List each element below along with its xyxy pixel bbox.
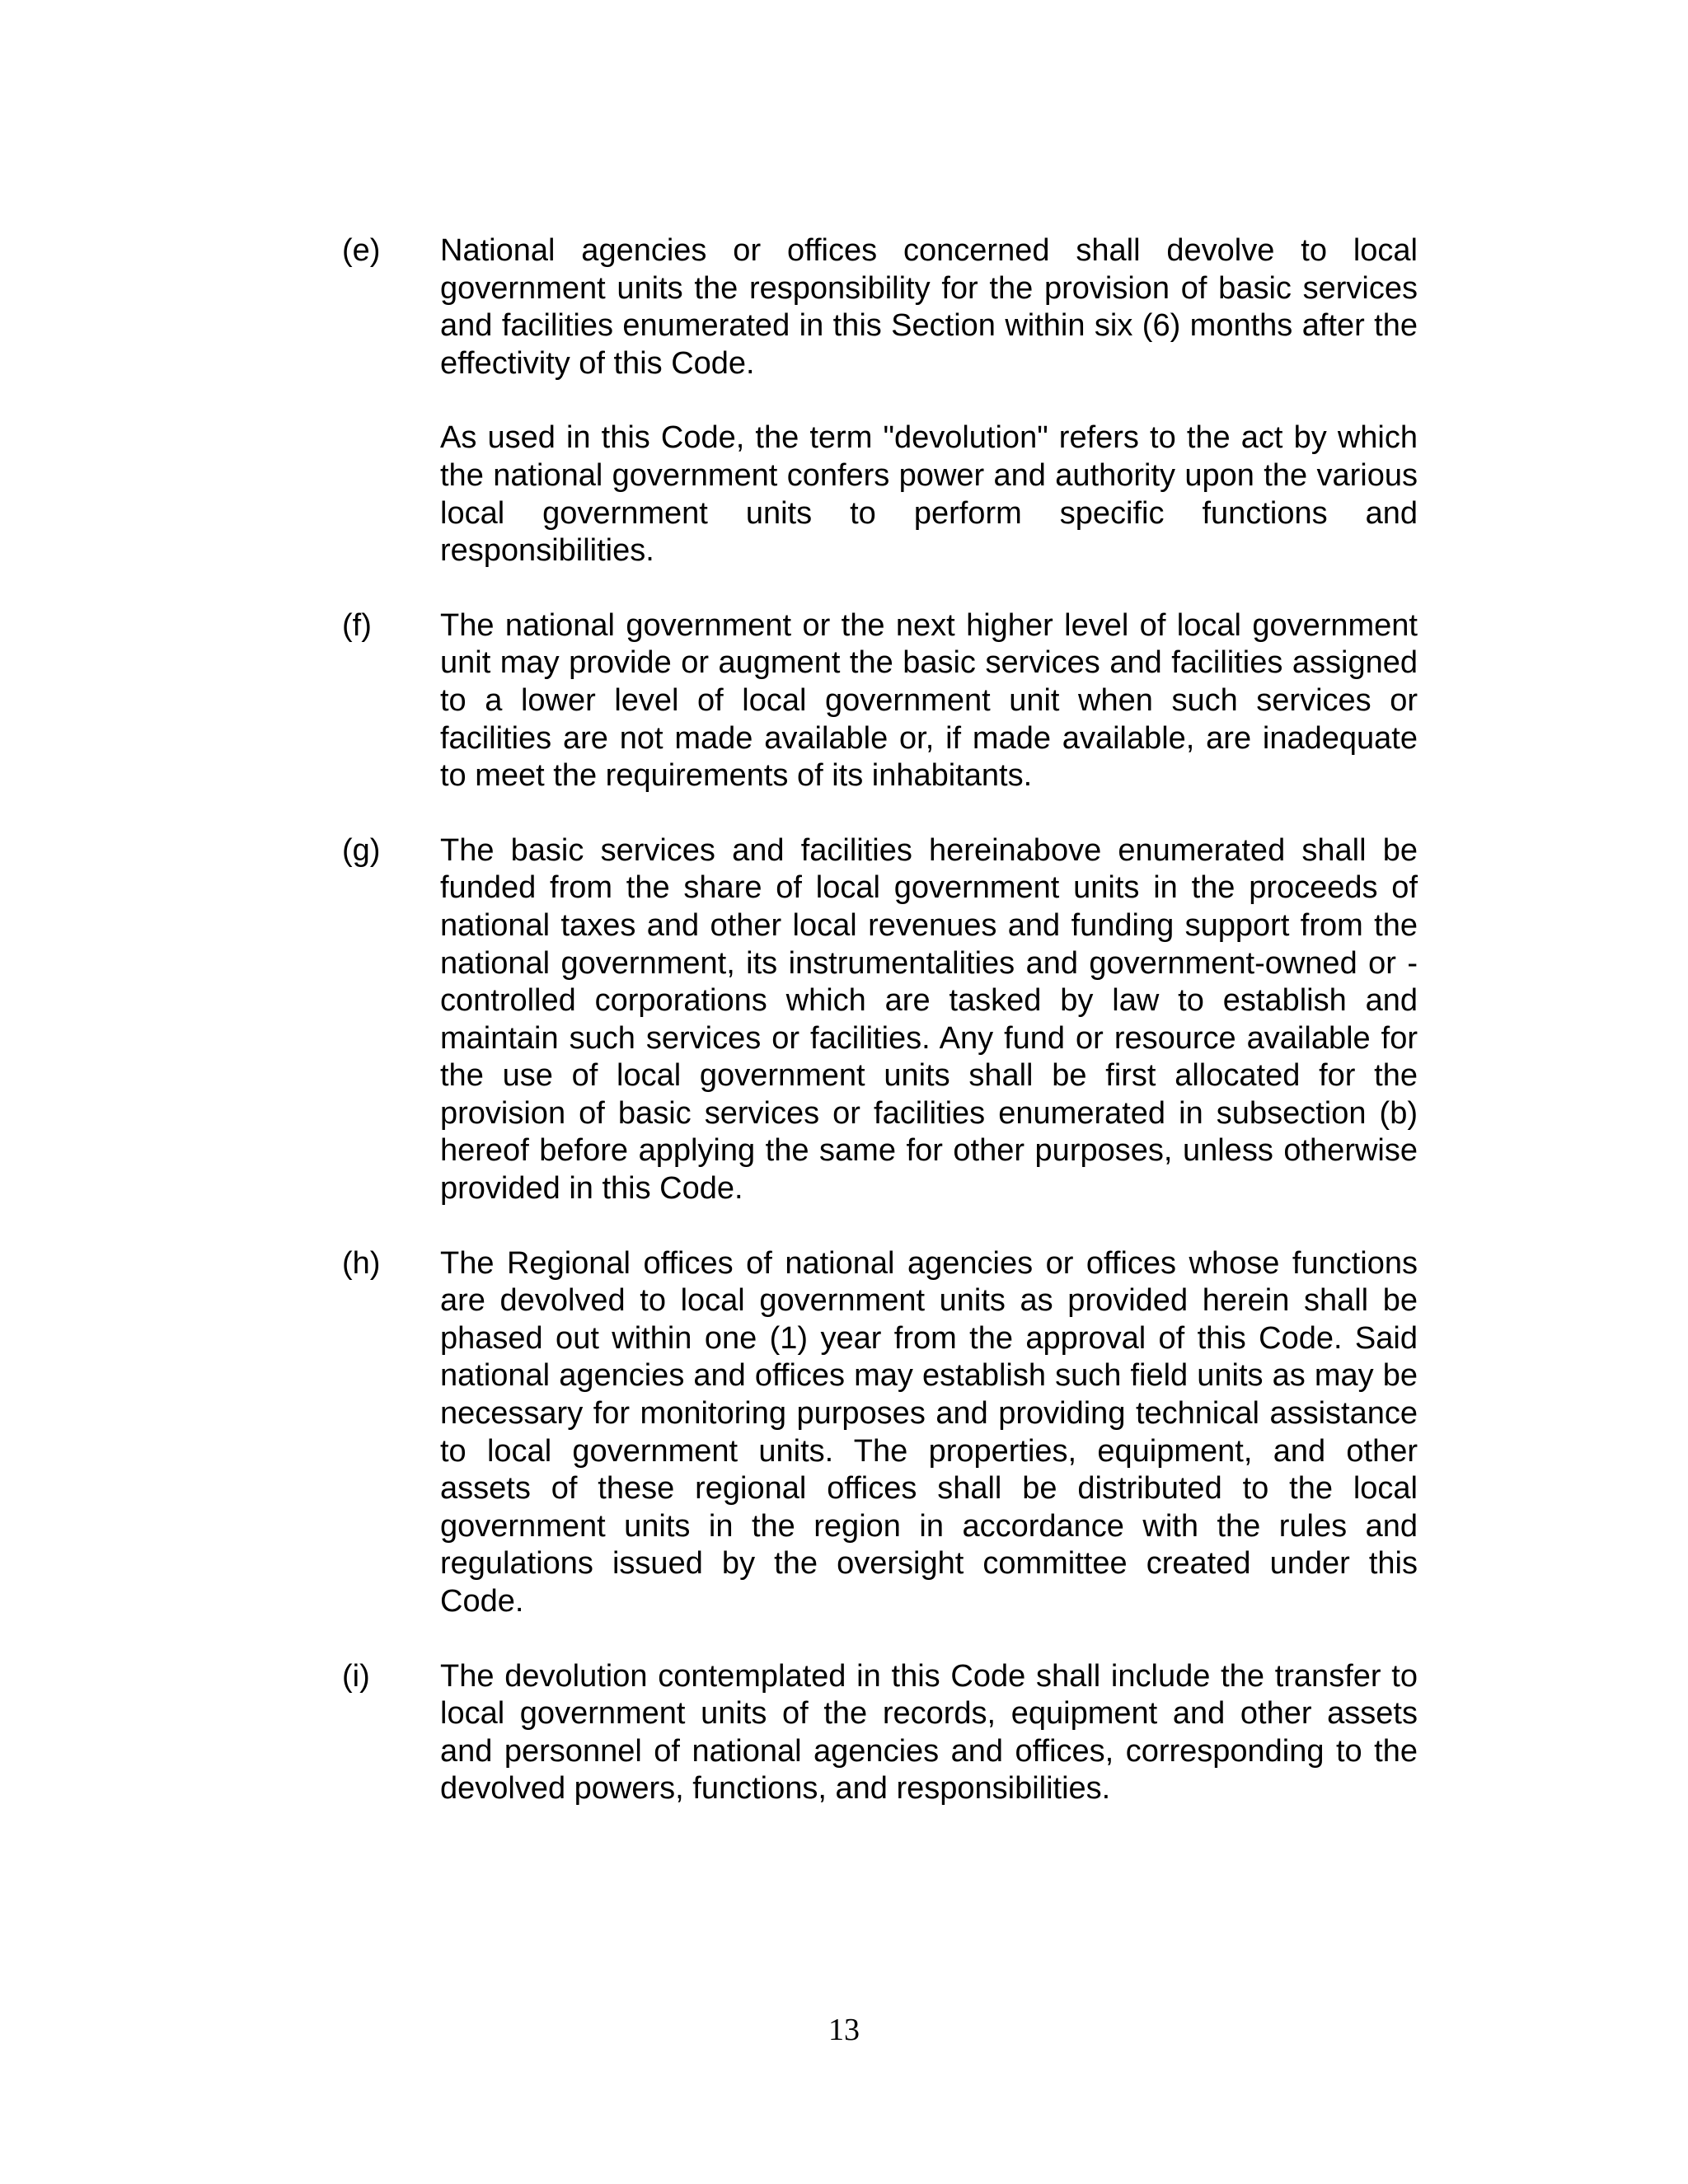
subsection-label: (f) bbox=[342, 607, 372, 643]
subsection-f bbox=[342, 607, 1418, 795]
paragraph: As used in this Code, the term "devolution" refers to the act by which the national government confers power and authority upon the various local government units to perform specific functions and responsibilities. bbox=[440, 420, 1418, 569]
subsection-e bbox=[342, 232, 1418, 570]
subsection-body bbox=[440, 1658, 1418, 1808]
subsection-body bbox=[440, 607, 1418, 795]
subsection-label: (g) bbox=[342, 832, 381, 868]
subsection-i bbox=[342, 1658, 1418, 1808]
subsection-h bbox=[342, 1245, 1418, 1621]
paragraph: The national government or the next higher level of local government unit may provide or augment the basic services and facilities assigned to a lower level of local government unit when such services or facilities are not made available or, if made available, are inadequate to meet the requirements of its inhabitants. bbox=[440, 607, 1418, 794]
paragraph: The devolution contemplated in this Code shall include the transfer to local government units of the records, equipment and other assets and personnel of national agencies and offices, corresponding to the devolved powers, functions, and responsibilities. bbox=[440, 1658, 1418, 1807]
subsection-body bbox=[440, 232, 1418, 570]
paragraph: National agencies or offices concerned shall devolve to local government units the responsibility for the provision of basic services and facilities enumerated in this Section within six (6) months after the effectivity of this Code. bbox=[440, 233, 1418, 381]
document-body bbox=[342, 232, 1418, 1808]
subsection-body bbox=[440, 832, 1418, 1208]
paragraph: The Regional offices of national agencies or offices whose functions are devolved to local government units as provided herein shall be phased out within one (1) year from the approval of this Code. Said national agencies and offices may establish such field units as may be necessary for monitoring purposes and providing technical assistance to local government units. The properties, equipment, and other assets of these regional offices shall be distributed to the local government units in the region in accordance with the rules and regulations issued by the oversight committee created under this Code. bbox=[440, 1245, 1418, 1619]
subsection-label: (i) bbox=[342, 1658, 370, 1694]
subsection-label: (e) bbox=[342, 233, 381, 268]
page-number: 13 bbox=[828, 2013, 860, 2047]
subsection-label: (h) bbox=[342, 1245, 381, 1281]
subsection-body bbox=[440, 1245, 1418, 1621]
subsection-g bbox=[342, 832, 1418, 1208]
paragraph: The basic services and facilities hereinabove enumerated shall be funded from the share of local government units in the proceeds of national taxes and other local revenues and funding support from the national government, its instrumentalities and government-owned or -controlled corporations which are tasked by law to establish and maintain such services or facilities. Any fund or resource available for the use of local government units shall be first allocated for the provision of basic services or facilities enumerated in subsection (b) hereof before applying the same for other purposes, unless otherwise provided in this Code. bbox=[440, 832, 1418, 1207]
